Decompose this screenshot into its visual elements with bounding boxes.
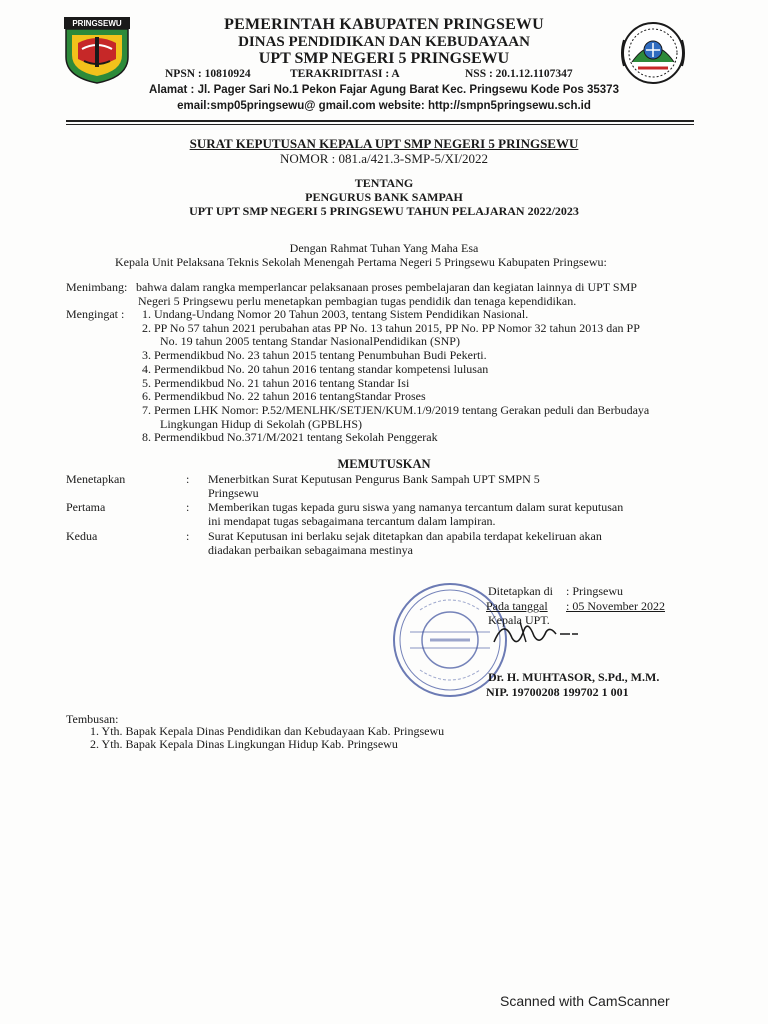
menetapkan-label: Menetapkan [66,472,126,486]
mengingat-item-7-cont: Lingkungan Hidup di Sekolah (GPBLHS) [160,417,362,431]
mengingat-item-8: 8. Permendikbud No.371/M/2021 tentang Sekolah Penggerak [142,430,438,444]
pertama-line-2: ini mendapat tugas sebagaimana tercantum dalam lampiran. [208,514,496,528]
jabatan: Kepala UPT. [488,613,550,627]
nss: NSS : 20.1.12.1107347 [465,68,573,80]
mengingat-item-2-cont: No. 19 tahun 2005 tentang Standar NasionalPendidikan (SNP) [160,334,460,348]
menimbang-line-1: bahwa dalam rangka memperlancar pelaksanaan proses pembelajaran dan kegiatan lainnya di UPT SMP [136,280,637,294]
mengingat-item-2: 2. PP No 57 tahun 2021 perubahan atas PP No. 13 tahun 2015, PP No. PP Nomor 32 tahun 2013 dan PP [142,321,640,335]
pertama-label: Pertama [66,500,106,514]
handwritten-signature [490,612,580,652]
menimbang-label: Menimbang: [66,280,128,294]
decree-number: NOMOR : 081.a/421.3-SMP-5/XI/2022 [279,151,488,166]
tentang-label: TENTANG [354,176,414,190]
letterhead-line-3: UPT SMP NEGERI 5 PRINGSEWU [258,50,510,67]
tanggal-label: Pada tanggal [486,599,548,613]
opening-line-2: Kepala Unit Pelaksana Teknis Sekolah Menengah Pertama Negeri 5 Pringsewu Kabupaten Pringsewu: [115,255,607,269]
mengingat-item-3: 3. Permendikbud No. 23 tahun 2015 tentang Penumbuhan Budi Pekerti. [142,348,487,362]
contact: email:smp05pringsewu@ gmail.com website: http://smpn5pringsewu.sch.id [177,100,591,112]
letterhead-line-1: PEMERINTAH KABUPATEN PRINGSEWU [224,16,544,33]
signatory-nip: NIP. 19700208 199702 1 001 [486,685,629,699]
menetapkan-line-2: Pringsewu [208,486,259,500]
header-divider-thick [66,120,694,122]
logo-left-text: PRINGSEWU [72,19,122,28]
tembusan-label: Tembusan: [66,712,119,726]
menimbang-line-2: Negeri 5 Pringsewu perlu menetapkan pembagian tugas pendidik dan tenaga kependidikan. [138,294,577,308]
memutuskan-heading: MEMUTUSKAN [337,457,431,471]
subject-line-1: PENGURUS BANK SAMPAH [305,190,463,204]
kedua-colon: : [186,529,190,543]
letterhead-line-2: DINAS PENDIDIKAN DAN KEBUDAYAAN [238,34,530,50]
ditetapkan-value: : Pringsewu [566,584,623,598]
npsn: NPSN : 10810924 [165,68,251,80]
header-divider-thin [66,124,694,125]
scanner-watermark: Scanned with CamScanner [500,993,670,1009]
menetapkan-colon: : [186,472,190,486]
kedua-label: Kedua [66,529,98,543]
tembusan-item-2: 2. Yth. Bapak Kepala Dinas Lingkungan Hidup Kab. Pringsewu [90,737,398,751]
subject-line-2: UPT UPT SMP NEGERI 5 PRINGSEWU TAHUN PELAJARAN 2022/2023 [189,204,579,218]
mengingat-item-1: 1. Undang-Undang Nomor 20 Tahun 2003, tentang Sistem Pendidikan Nasional. [142,307,529,321]
kedua-line-2: diadakan perbaikan sebagaimana mestinya [208,543,413,557]
pertama-line-1: Memberikan tugas kepada guru siswa yang namanya tercantum dalam surat keputusan [208,500,624,514]
decree-heading: SURAT KEPUTUSAN KEPALA UPT SMP NEGERI 5 PRINGSEWU [189,136,579,151]
akreditasi: TERAKRIDITASI : A [290,68,400,80]
tanggal-value: : 05 November 2022 [566,599,665,613]
opening-line-1: Dengan Rahmat Tuhan Yang Maha Esa [289,241,479,255]
school-emblem-logo [618,20,688,86]
mengingat-item-7: 7. Permen LHK Nomor: P.52/MENLHK/SETJEN/KUM.1/9/2019 tentang Gerakan peduli dan Berbudaya [142,403,650,417]
kedua-line-1: Surat Keputusan ini berlaku sejak ditetapkan dan apabila terdapat kekeliruan akan [208,529,602,543]
pertama-colon: : [186,500,190,514]
ditetapkan-label: Ditetapkan di [488,584,553,598]
signatory-name: Dr. H. MUHTASOR, S.Pd., M.M. [488,670,660,684]
tembusan-item-1: 1. Yth. Bapak Kepala Dinas Pendidikan dan Kebudayaan Kab. Pringsewu [90,724,445,738]
mengingat-label: Mengingat : [66,307,125,321]
mengingat-item-6: 6. Permendikbud No. 22 tahun 2016 tentangStandar Proses [142,389,426,403]
menetapkan-line-1: Menerbitkan Surat Keputusan Pengurus Bank Sampah UPT SMPN 5 [208,472,540,486]
mengingat-item-4: 4. Permendikbud No. 20 tahun 2016 tentang standar kompetensi lulusan [142,362,489,376]
address: Alamat : Jl. Pager Sari No.1 Pekon Fajar Agung Barat Kec. Pringsewu Kode Pos 35373 [149,84,619,96]
mengingat-item-5: 5. Permendikbud No. 21 tahun 2016 tentang Standar Isi [142,376,410,390]
